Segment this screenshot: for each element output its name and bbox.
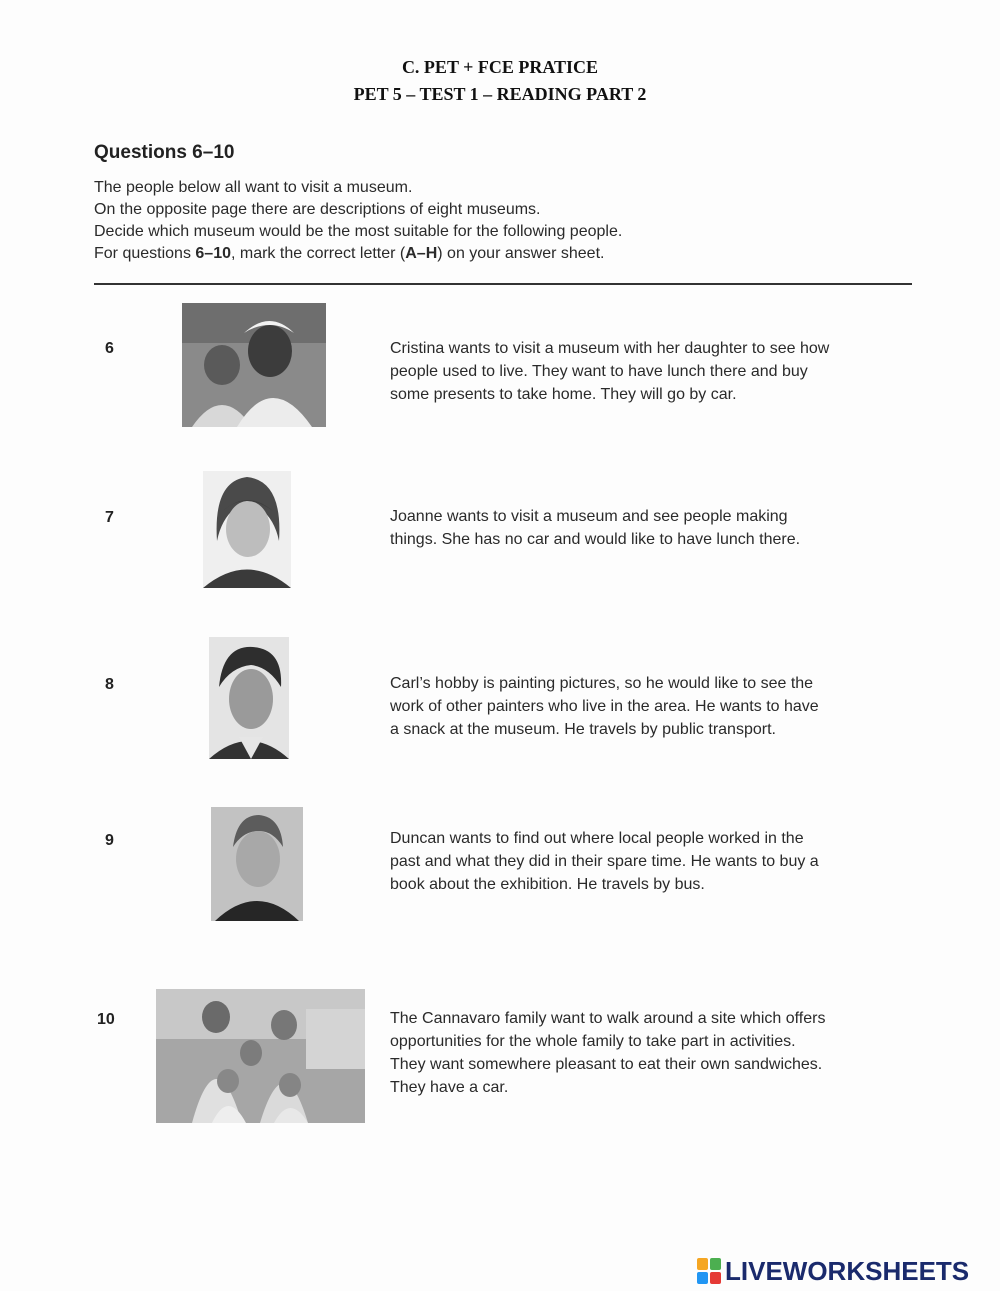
instruction-text: ) on your answer sheet. <box>437 245 605 262</box>
logo-text: LIVEWORKSHEETS <box>725 1256 970 1286</box>
divider-line <box>94 283 912 285</box>
question-line: book about the exhibition. He travels by bus. <box>390 876 705 893</box>
question-line: past and what they did in their spare time. He wants to buy a <box>390 853 819 870</box>
question-line: things. She has no car and would like to have lunch there. <box>390 531 801 548</box>
questions-title: Questions 6–10 <box>94 142 235 163</box>
question-number-6: 6 <box>105 340 114 357</box>
question-text-9 <box>390 827 819 896</box>
question-number-9: 9 <box>105 832 114 849</box>
instruction-text: , mark the correct letter ( <box>230 245 406 262</box>
instruction-line: The people below all want to visit a museum. <box>94 179 413 196</box>
question-text-10 <box>390 1007 825 1099</box>
question-line: Carl’s hobby is painting pictures, so he would like to see the <box>390 675 814 692</box>
instruction-line <box>94 243 622 265</box>
question-line: some presents to take home. They will go by car. <box>390 386 737 403</box>
logo-square-icon <box>697 1272 708 1284</box>
photo-joanne <box>203 471 291 588</box>
instruction-bold: 6–10 <box>195 245 231 262</box>
question-number-10: 10 <box>97 1011 115 1028</box>
question-line: opportunities for the whole family to take part in activities. <box>390 1033 796 1050</box>
logo-square-icon <box>710 1272 721 1284</box>
instruction-line: Decide which museum would be the most suitable for the following people. <box>94 223 623 240</box>
question-text-6 <box>390 337 829 406</box>
logo-square-icon <box>710 1258 721 1270</box>
liveworksheets-logo[interactable] <box>697 1255 997 1289</box>
instructions <box>94 177 622 265</box>
header-line-1: C. PET + FCE PRATICE <box>401 57 599 77</box>
question-line: Cristina wants to visit a museum with her daughter to see how <box>390 340 830 357</box>
question-line: Duncan wants to find out where local people worked in the <box>390 830 804 847</box>
logo-square-icon <box>697 1258 708 1270</box>
question-text-7 <box>390 505 800 551</box>
question-line: a snack at the museum. He travels by public transport. <box>390 721 776 738</box>
question-text-8 <box>390 672 819 741</box>
question-line: people used to live. They want to have lunch there and buy <box>390 363 808 380</box>
question-number-8: 8 <box>105 676 114 693</box>
question-line: They have a car. <box>390 1079 509 1096</box>
question-line: The Cannavaro family want to walk around a site which offers <box>390 1010 826 1027</box>
question-line: work of other painters who live in the area. He wants to have <box>390 698 819 715</box>
instruction-line: On the opposite page there are descriptions of eight museums. <box>94 201 541 218</box>
photo-cannavaro-family <box>156 989 365 1123</box>
instruction-bold: A–H <box>405 245 438 262</box>
photo-duncan <box>211 807 303 921</box>
question-number-7: 7 <box>105 509 114 526</box>
question-line: They want somewhere pleasant to eat their own sandwiches. <box>390 1056 823 1073</box>
header-line-2: PET 5 – TEST 1 – READING PART 2 <box>353 84 647 104</box>
photo-mother-daughter <box>182 303 326 427</box>
photo-carl <box>209 637 289 759</box>
instruction-text: For questions <box>94 245 196 262</box>
logo-grid-icon <box>697 1258 721 1284</box>
question-line: Joanne wants to visit a museum and see people making <box>390 508 788 525</box>
